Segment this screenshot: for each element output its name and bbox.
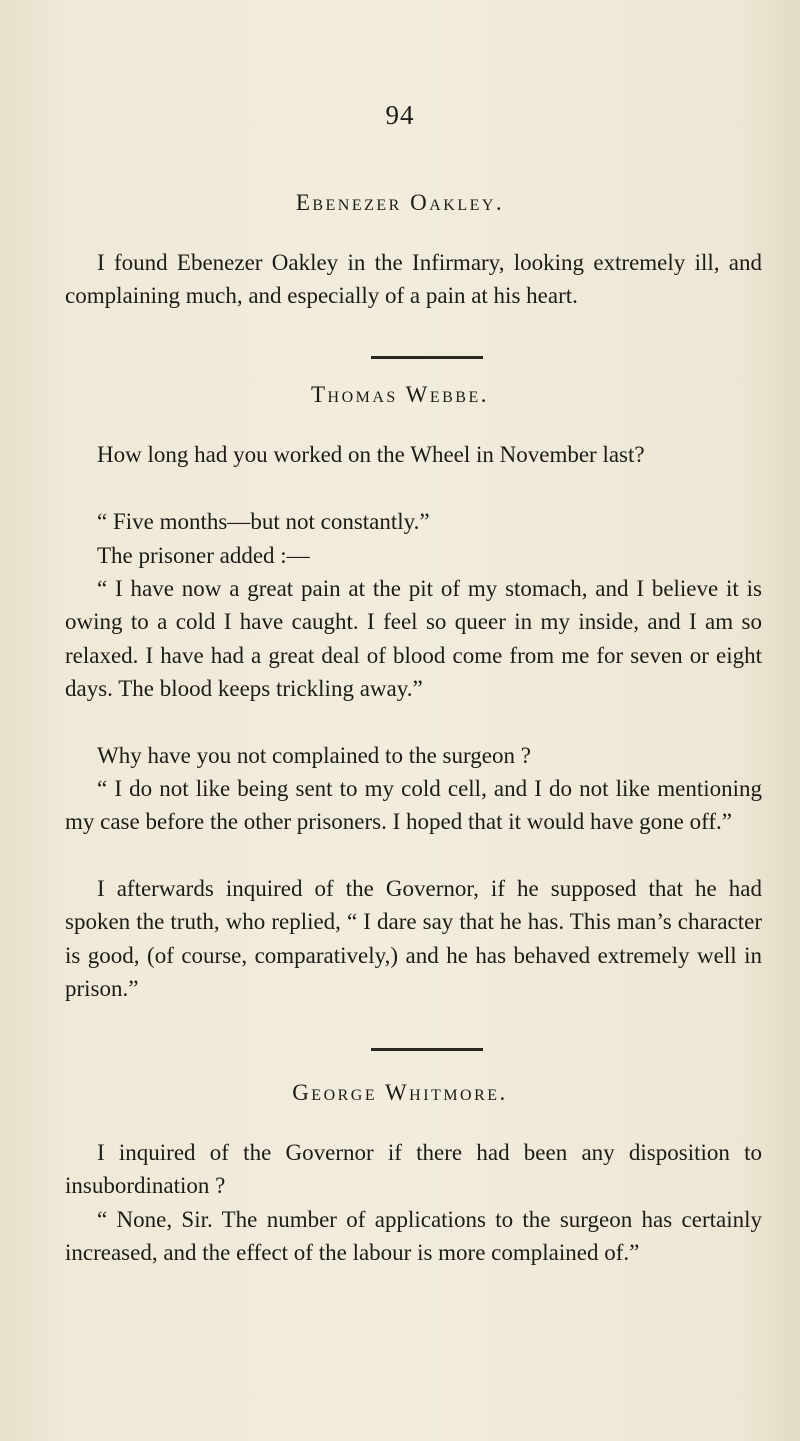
section-heading-george-whitmore: George Whitmore.: [292, 1080, 508, 1105]
paragraph: “ Five months—but not constantly.”: [97, 509, 430, 534]
paragraph: “ None, Sir. The number of applications to the surgeon has certainly increased, and the effect of the labour is more complained of.”: [65, 1207, 762, 1266]
section-divider: [371, 1048, 483, 1051]
paragraph: I afterwards inquired of the Governor, if he supposed that he had spoken the truth, who replied, “ I dare say that he has. This man’s character is good, (of course, comparatively,) and he has behaved extremely well in prison.”: [65, 876, 762, 1002]
paragraph: “ I do not like being sent to my cold cell, and I do not like mentioning my case before the other prisoners. I hoped that it would have gone off.”: [65, 776, 762, 835]
paragraph: How long had you worked on the Wheel in November last?: [97, 442, 645, 467]
paragraph: I inquired of the Governor if there had been any disposition to insubordination ?: [65, 1140, 762, 1199]
paragraph: The prisoner added :—: [97, 543, 310, 568]
page-number: 94: [385, 100, 415, 130]
section-heading-ebenezer-oakley: Ebenezer Oakley.: [295, 190, 505, 215]
section-divider: [371, 356, 483, 359]
section-heading-thomas-webbe: Thomas Webbe.: [310, 382, 490, 407]
paragraph: Why have you not complained to the surgeon ?: [97, 743, 531, 768]
paragraph: I found Ebenezer Oakley in the Infirmary, looking extremely ill, and complaining much, and especially of a pain at his heart.: [65, 250, 762, 309]
paragraph: “ I have now a great pain at the pit of my stomach, and I believe it is owing to a cold I have caught. I feel so queer in my inside, and I am so relaxed. I have had a great deal of blood come from me for seven or eight days. The blood keeps trickling away.”: [65, 576, 762, 702]
